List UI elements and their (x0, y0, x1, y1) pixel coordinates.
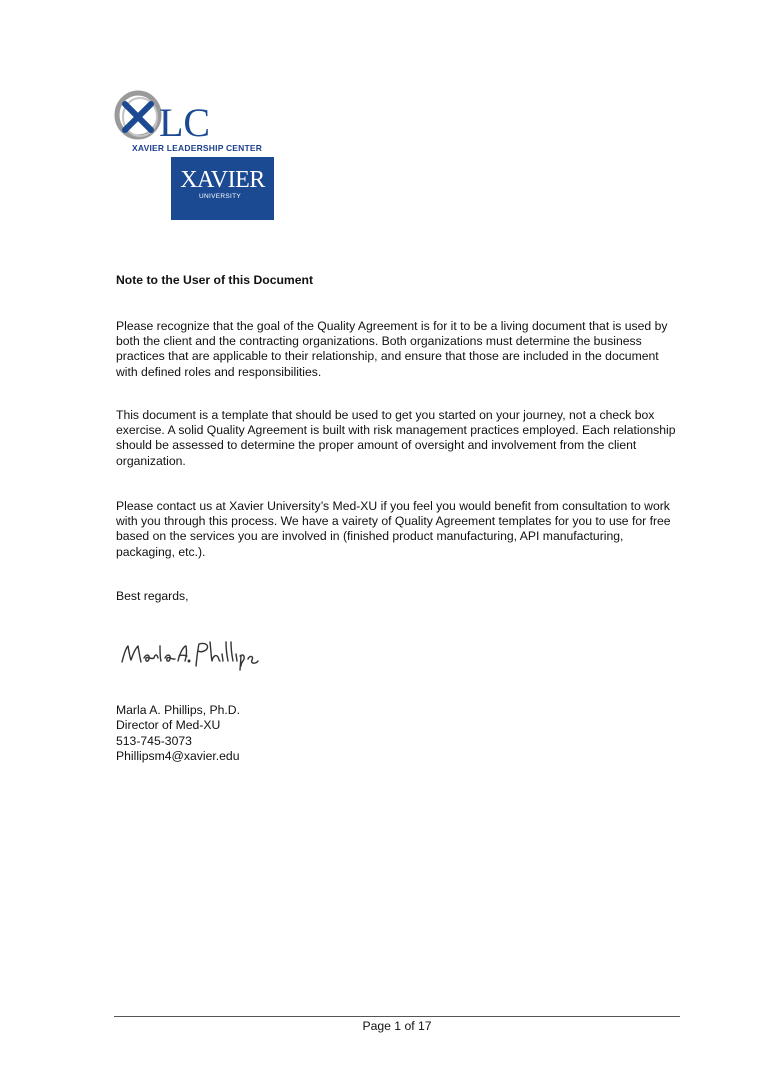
signer-details (116, 703, 240, 764)
signer-email: Phillipsm4@xavier.edu (116, 748, 240, 763)
xavier-wordmark: XAVIER (180, 167, 265, 193)
xlc-subtitle: XAVIER LEADERSHIP CENTER (132, 143, 263, 153)
xavier-university-label: UNIVERSITY (199, 193, 242, 200)
page-number: Page 1 of 17 (362, 1019, 432, 1033)
signer-phone: 513-745-3073 (116, 733, 192, 748)
handwritten-signature (118, 632, 278, 674)
signer-title: Director of Med-XU (116, 718, 221, 733)
footer-divider (114, 1016, 680, 1017)
signer-name: Marla A. Phillips, Ph.D. (116, 703, 240, 717)
xlc-letters: LC (159, 100, 211, 145)
paragraph-template-note: This document is a template that should be used to get you started on your journey, not a check box exercise. A solid Quality Agreement is built with risk management practices employed. Each relationship should be assessed to determine the proper amount of oversight and involvement from the client organization. (116, 408, 676, 468)
paragraph-living-document: Please recognize that the goal of the Quality Agreement is for it to be a living document that is used by both the client and the contracting organizations. Both organizations must determine the business practices that are applicable to their relationship, and ensure that those are included in the document with defined roles and responsibilities. (116, 319, 668, 379)
closing-line: Best regards, (116, 589, 189, 603)
paragraph-contact-info: Please contact us at Xavier University’s Med-XU if you feel you would benefit from consultation to work with you through this process. We have a vairety of Quality Agreement templates for you to use for free based on the services you are involved in (finished product manufacturing, API manufacturing, packaging, etc.). (116, 499, 671, 559)
xavier-university-logo (171, 157, 274, 220)
document-title: Note to the User of this Document (116, 273, 314, 287)
